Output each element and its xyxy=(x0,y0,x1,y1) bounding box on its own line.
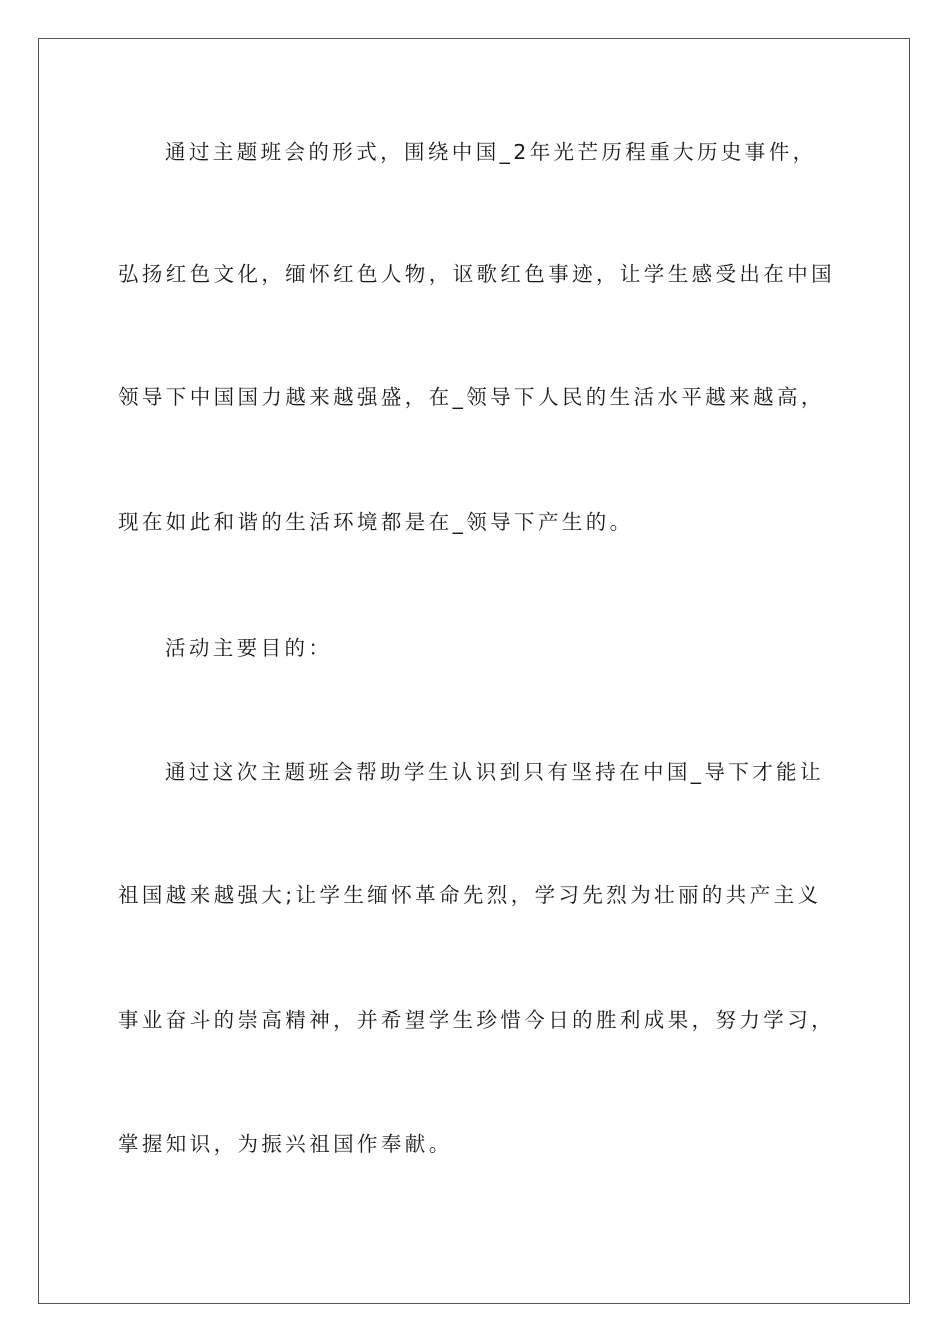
page-frame xyxy=(38,38,910,1304)
paragraph-2-line-1: 通过这次主题班会帮助学生认识到只有坚持在中国_导下才能让 xyxy=(165,760,824,784)
paragraph-1-line-4: 现在如此和谐的生活环境都是在_领导下产生的。 xyxy=(118,510,634,534)
paragraph-1-line-3: 领导下中国国力越来越强盛，在_领导下人民的生活水平越来越高， xyxy=(118,385,825,409)
paragraph-1-line-1: 通过主题班会的形式，围绕中国_2年光芒历程重大历史事件， xyxy=(165,140,817,164)
paragraph-2-line-3: 事业奋斗的崇高精神，并希望学生珍惜今日的胜利成果，努力学习， xyxy=(118,1008,835,1032)
paragraph-2-line-2: 祖国越来越强大;让学生缅怀革命先烈，学习先烈为壮丽的共产主义 xyxy=(118,883,822,907)
paragraph-2-line-4: 掌握知识，为振兴祖国作奉献。 xyxy=(118,1132,453,1156)
section-heading: 活动主要目的： xyxy=(165,636,333,660)
paragraph-1-line-2: 弘扬红色文化，缅怀红色人物，讴歌红色事迹，让学生感受出在中国 xyxy=(118,262,835,286)
